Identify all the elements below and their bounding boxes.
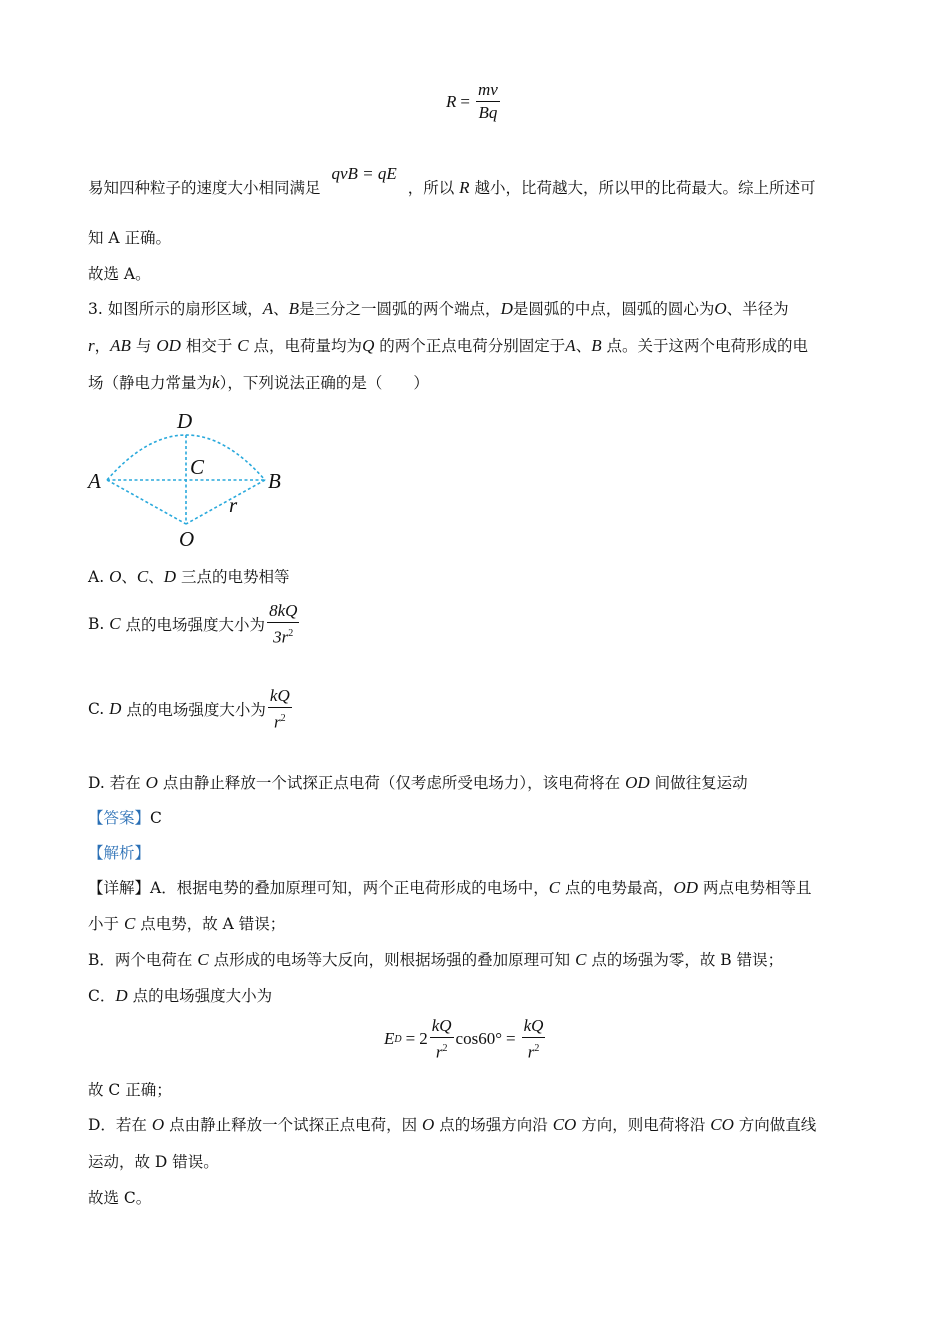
option-c: C. D 点的电场强度大小为 $\frac{kQ}{r^2}$ <box>88 686 290 732</box>
formula-radius <box>446 80 502 123</box>
final-choose: 故选 C。 <box>88 1189 152 1207</box>
option-b-fraction: $\frac{8kQ}{3r^2}$ <box>269 601 298 647</box>
radius-OB <box>186 480 265 524</box>
label-C: C <box>190 455 205 479</box>
label-O: O <box>179 527 195 551</box>
label-D: D <box>177 409 193 433</box>
answer-value: C <box>150 809 162 827</box>
label-B: B <box>268 469 281 493</box>
question-line2: r，AB 与 OD 相交于 C 点，电荷量均为Q 的两个正点电荷分别固定于A、B 点。关于这两个电荷形成的电 <box>88 336 809 355</box>
option-a: A. O、C、D 三点的电势相等 <box>88 567 290 586</box>
equation-ed: E D = 2 $\frac{kQ}{r^2}$ cos60° = $\frac{kQ}{r^2}$ <box>384 1016 544 1062</box>
question-line1: 3. 如图所示的扇形区域，A、B是三分之一圆弧的两个端点，D是圆弧的中点，圆弧的圆心为O、半径为 <box>88 299 789 318</box>
fraction <box>476 80 500 123</box>
equals-sign: = <box>460 91 470 111</box>
radius-OA <box>107 480 186 524</box>
detail-c: C．D 点的电场强度大小为 <box>88 986 273 1005</box>
analysis-label: 【解析】 <box>88 844 151 862</box>
answer <box>88 808 162 828</box>
answer-label: 【答案】 <box>88 809 151 827</box>
detail-d-line1: D．若在 O 点由静止释放一个试探正点电荷，因 O 点的场强方向沿 CO 方向，则电荷将沿 CO 方向做直线 <box>88 1115 817 1134</box>
fraction-denominator: Bq <box>478 103 498 122</box>
sector-diagram <box>80 400 300 555</box>
label-A: A <box>88 469 101 493</box>
option-d: D. 若在 O 点由静止释放一个试探正点电荷（仅考虑所受电场力），该电荷将在 OD 间做往复运动 <box>88 773 748 792</box>
detail-a-line2: 小于 C 点电势，故 A 错误； <box>88 914 286 933</box>
option-c-fraction: $\frac{kQ}{r^2}$ <box>269 686 290 732</box>
detail-d-line2: 运动，故 D 错误。 <box>88 1153 219 1171</box>
fraction-numerator: mv <box>476 80 500 102</box>
detail-a-line1: 【详解】A．根据电势的叠加原理可知，两个正电荷形成的电场中，C 点的电势最高，OD 两点电势相等且 <box>88 878 812 897</box>
detail-c-conclusion: 故 C 正确； <box>88 1081 172 1099</box>
option-b: B. C 点的电场强度大小为 $\frac{8kQ}{3r^2}$ <box>88 601 298 647</box>
detail-b: B．两个电荷在 C 点形成的电场等大反向，则根据场强的叠加原理可知 C 点的场强为零，故 B 错误； <box>88 950 784 969</box>
prev-para-line2: 知 A 正确。 <box>88 229 172 247</box>
prev-para-line1: 易知四种粒子的速度大小相同满足 qvB = qE ，所以 R 越小，比荷越大，所以甲的比荷最大。综上所述可 <box>88 164 816 197</box>
formula-lhs: R <box>446 91 457 111</box>
label-r: r <box>229 493 238 517</box>
inline-equation: qvB = qE <box>331 164 397 183</box>
prev-choose: 故选 A。 <box>88 265 151 283</box>
question-number: 3. <box>88 300 103 318</box>
question-line3: 场（静电力常量为k），下列说法正确的是（ ） <box>88 373 429 392</box>
